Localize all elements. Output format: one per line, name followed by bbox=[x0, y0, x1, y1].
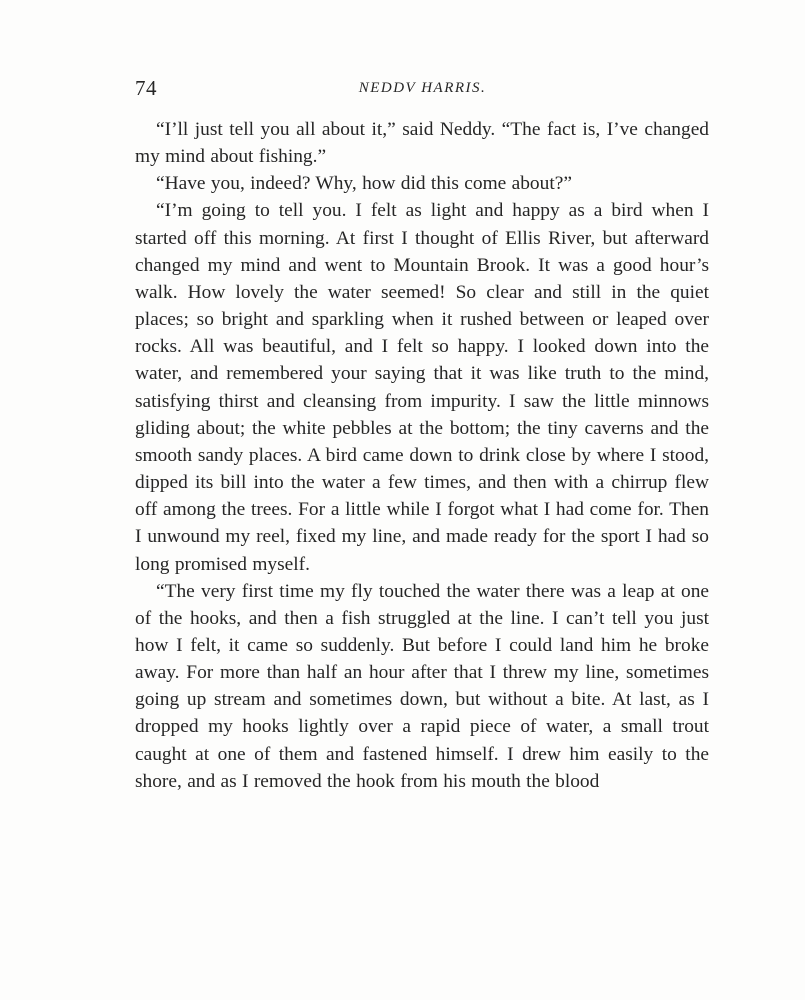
body-text bbox=[135, 116, 709, 795]
paragraph: “I’ll just tell you all about it,” said Neddy. “The fact is, I’ve changed my mind about fishing.” bbox=[135, 119, 709, 168]
page-header bbox=[135, 76, 710, 106]
paragraph: “Have you, indeed? Why, how did this come about?” bbox=[156, 173, 572, 195]
paragraph: “I’m going to tell you. I felt as light and happy as a bird when I started off this morning. At first I thought of Ellis River, but afterward changed my mind and went to Mountain Brook. It was a good hour’s walk. How lovely the water seemed! So clear and still in the quiet places; so bright and sparkling when it rushed between or leaped over rocks. All was beautiful, and I felt so happy. I looked down into the water, and remembered your saying that it was like truth to the mind, satisfying thirst and cleansing from impurity. I saw the little minnows gliding about; the white pebbles at the bottom; the tiny caverns and the smooth sandy places. A bird came down to drink close by where I stood, dipped its bill into the water a few times, and then with a chirrup flew off among the trees. For a little while I forgot what I had come for. Then I unwound my reel, fixed my line, and made ready for the sport I had so long promised myself. bbox=[135, 200, 709, 575]
page-number: 74 bbox=[135, 76, 157, 100]
paragraph: “The very first time my fly touched the water there was a leap at one of the hooks, and then a fish struggled at the line. I can’t tell you just how I felt, it came so suddenly. But before I could land him he broke away. For more than half an hour after that I threw my line, sometimes going up stream and sometimes down, but without a bite. At last, as I dropped my hooks lightly over a rapid piece of water, a small trout caught at one of them and fastened himself. I drew him easily to the shore, and as I removed the hook from his mouth the blood bbox=[135, 580, 709, 792]
running-head: NEDDV HARRIS. bbox=[358, 80, 487, 96]
